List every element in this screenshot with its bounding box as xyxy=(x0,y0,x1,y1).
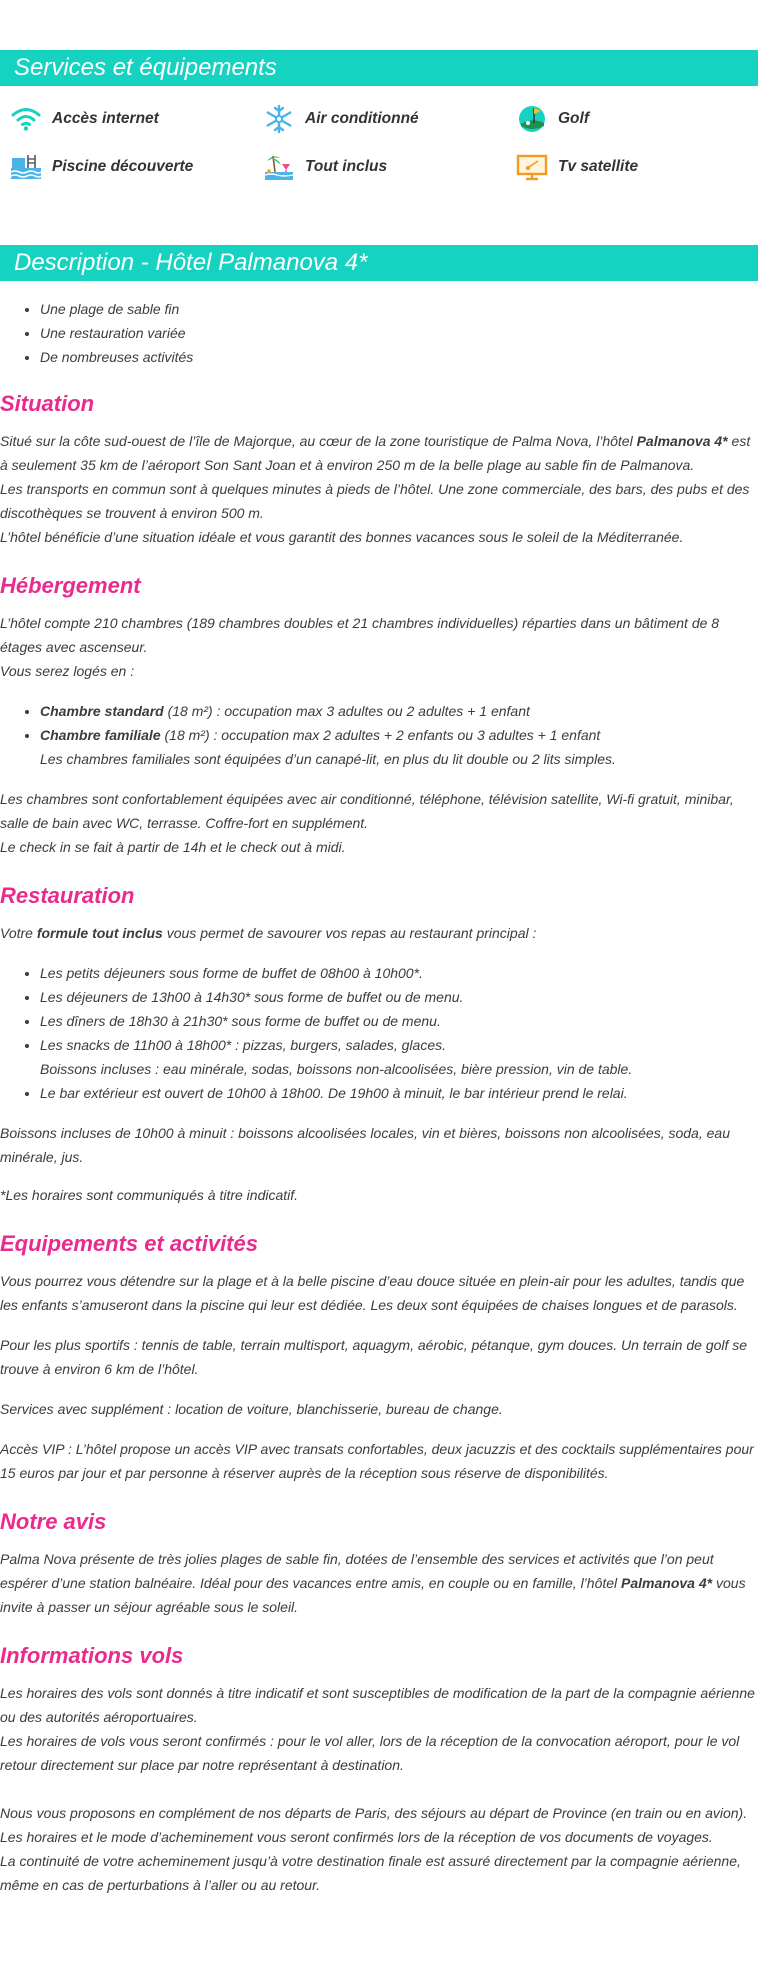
text-span: Palma Nova présente de très jolies plages de sable fin, dotées de l’ensemble des services et activités que l’on peut espérer d’une station balnéaire. Idéal pour des vacances entre amis, en couple ou en famille, l’hôtel xyxy=(0,1551,714,1591)
text-span: vous invite à passer un séjour agréable sous le soleil. xyxy=(0,1575,746,1615)
text-span: est à seulement 35 km de l’aéroport Son Sant Joan et à environ 250 m de la belle plage au sable fin de Palmanova. xyxy=(0,433,751,473)
list-item xyxy=(40,1033,758,1081)
equipements-paragraph: Pour les plus sportifs : tennis de table, terrain multisport, aquagym, aérobic, pétanque, gym douces. Un terrain de golf se trouve à environ 6 km de l’hôtel. xyxy=(0,1337,748,1377)
restauration-paragraph: Boissons incluses de 10h00 à minuit : boissons alcoolisées locales, vin et bières, boissons non alcoolisées, soda, eau minérale, jus. xyxy=(0,1125,730,1165)
services-header xyxy=(0,50,758,86)
vols-paragraph: Les horaires de vols vous seront confirmés : pour le vol aller, lors de la réception de la convocation aéroport, pour le vol retour directement sur place par notre représentant à destination. xyxy=(0,1733,740,1773)
list-item: • Les dîners de 18h30 à 21h30* sous forme de buffet ou de menu. xyxy=(40,1009,758,1033)
list-item: • Les petits déjeuners sous forme de buffet de 08h00 à 10h00*. xyxy=(40,961,758,985)
list-item xyxy=(40,699,758,723)
avis-paragraph xyxy=(0,1547,758,1619)
snowflake-icon xyxy=(263,104,295,134)
situation-paragraph: Les transports en commun sont à quelques minutes à pieds de l’hôtel. Une zone commerciale, des bars, des pubs et des discothèques se trouvent à environ 500 m. xyxy=(0,481,750,521)
situation-paragraph: L’hôtel bénéficie d’une situation idéale et vous garantit des bonnes vacances sous le soleil de la Méditerranée. xyxy=(0,529,684,545)
list-item xyxy=(40,723,758,771)
main-content xyxy=(0,297,758,1897)
services-title: Services et équipements xyxy=(14,54,277,81)
hebergement-paragraph: Les chambres sont confortablement équipées avec air conditionné, téléphone, télévision satellite, Wi-fi gratuit, minibar, salle de bain avec WC, terrasse. Coffre-fort en supplément. xyxy=(0,791,734,831)
amenity-pool xyxy=(10,152,263,182)
vols-paragraph: La continuité de votre acheminement jusqu’à votre destination finale est assuré directement par la compagnie aérienne, même en cas de perturbations à l’aller ou au retour. xyxy=(0,1853,741,1893)
situation-paragraph xyxy=(0,429,758,477)
list-item: • Le bar extérieur est ouvert de 10h00 à 18h00. De 19h00 à minuit, le bar intérieur prend le relai. xyxy=(40,1081,758,1105)
text-span: Boissons incluses : eau minérale, sodas, boissons non-alcoolisées, bière pression, vin de table. xyxy=(40,1061,633,1077)
text-span: (18 m²) : occupation max 2 adultes + 2 enfants ou 3 adultes + 1 enfant xyxy=(160,727,601,743)
amenity-tv xyxy=(516,152,750,182)
description-header xyxy=(0,245,758,281)
hebergement-heading: Hébergement xyxy=(0,573,141,598)
list-item: • Une plage de sable fin xyxy=(40,297,758,321)
highlights-list xyxy=(0,297,758,369)
tv-icon xyxy=(516,152,548,182)
hebergement-paragraph: Le check in se fait à partir de 14h et le check out à midi. xyxy=(0,839,346,855)
amenity-golf xyxy=(516,104,750,134)
equipements-paragraph: Accès VIP : L’hôtel propose un accès VIP avec transats confortables, deux jacuzzis et des cocktails supplémentaires pour 15 euros par jour et par personne à réserver auprès de la réception sous réserve de disponibilités. xyxy=(0,1441,754,1481)
equipements-paragraph: Services avec supplément : location de voiture, blanchisserie, bureau de change. xyxy=(0,1401,503,1417)
text-span: Les chambres familiales sont équipées d’un canapé-lit, en plus du lit double ou 2 lits simples. xyxy=(40,751,616,767)
avis-heading: Notre avis xyxy=(0,1509,107,1534)
text-span: Votre xyxy=(0,925,37,941)
amenity-label: Air conditionné xyxy=(305,110,419,127)
amenity-label: Tv satellite xyxy=(558,158,639,175)
hotel-name: Palmanova 4* xyxy=(636,433,728,449)
amenity-aircon xyxy=(263,104,516,134)
list-item: • Les déjeuners de 13h00 à 14h30* sous forme de buffet ou de menu. xyxy=(40,985,758,1009)
pool-icon xyxy=(10,152,42,182)
all-inclusive-icon xyxy=(263,152,295,182)
meals-list xyxy=(0,961,758,1105)
rooms-list xyxy=(0,699,758,771)
amenity-all-inclusive xyxy=(263,152,516,182)
text-span: Situé sur la côte sud-ouest de l’île de Majorque, au cœur de la zone touristique de Palma Nova, l’hôtel xyxy=(0,433,637,449)
amenities-grid xyxy=(10,104,750,182)
restauration-heading: Restauration xyxy=(0,883,135,908)
list-item: • De nombreuses activités xyxy=(40,345,758,369)
description-title: Description - Hôtel Palmanova 4* xyxy=(14,249,368,276)
restauration-paragraph xyxy=(0,921,758,945)
list-item: • Une restauration variée xyxy=(40,321,758,345)
room-type: Chambre familiale xyxy=(40,727,161,743)
formula-name: formule tout inclus xyxy=(36,925,163,941)
text-span: vous permet de savourer vos repas au restaurant principal : xyxy=(162,925,537,941)
amenity-label: Golf xyxy=(558,110,589,127)
vols-paragraph: Les horaires des vols sont donnés à titre indicatif et sont susceptibles de modification de la part de la compagnie aérienne ou des autorités aéroportuaires. xyxy=(0,1685,755,1725)
vols-heading: Informations vols xyxy=(0,1643,184,1668)
text-span: Les snacks de 11h00 à 18h00* : pizzas, burgers, salades, glaces. xyxy=(40,1037,446,1053)
text-span: (18 m²) : occupation max 3 adultes ou 2 adultes + 1 enfant xyxy=(163,703,530,719)
hebergement-paragraph: Vous serez logés en : xyxy=(0,663,135,679)
equipements-paragraph: Vous pourrez vous détendre sur la plage et à la belle piscine d’eau douce située en plein-air pour les adultes, tandis que les enfants s’amuseront dans la piscine qui leur est dédiée. Les deux sont équipées de chaises longues et de parasols. xyxy=(0,1273,745,1313)
hebergement-paragraph: L’hôtel compte 210 chambres (189 chambres doubles et 21 chambres individuelles) réparties dans un bâtiment de 8 étages avec ascenseur. xyxy=(0,615,720,655)
restauration-paragraph: *Les horaires sont communiqués à titre indicatif. xyxy=(0,1187,299,1203)
situation-heading: Situation xyxy=(0,391,95,416)
golf-icon xyxy=(516,104,548,134)
amenity-internet xyxy=(10,104,263,134)
amenity-label: Piscine découverte xyxy=(52,158,194,175)
amenity-label: Accès internet xyxy=(52,110,159,127)
equipements-heading: Equipements et activités xyxy=(0,1231,258,1256)
amenity-label: Tout inclus xyxy=(305,158,388,175)
room-type: Chambre standard xyxy=(40,703,164,719)
vols-paragraph: Les horaires et le mode d’acheminement vous seront confirmés lors de la réception de vos documents de voyages. xyxy=(0,1829,713,1845)
vols-paragraph: Nous vous proposons en complément de nos départs de Paris, des séjours au départ de Province (en train ou en avion). xyxy=(0,1805,748,1821)
hotel-name: Palmanova 4* xyxy=(621,1575,713,1591)
wifi-icon xyxy=(10,104,42,134)
